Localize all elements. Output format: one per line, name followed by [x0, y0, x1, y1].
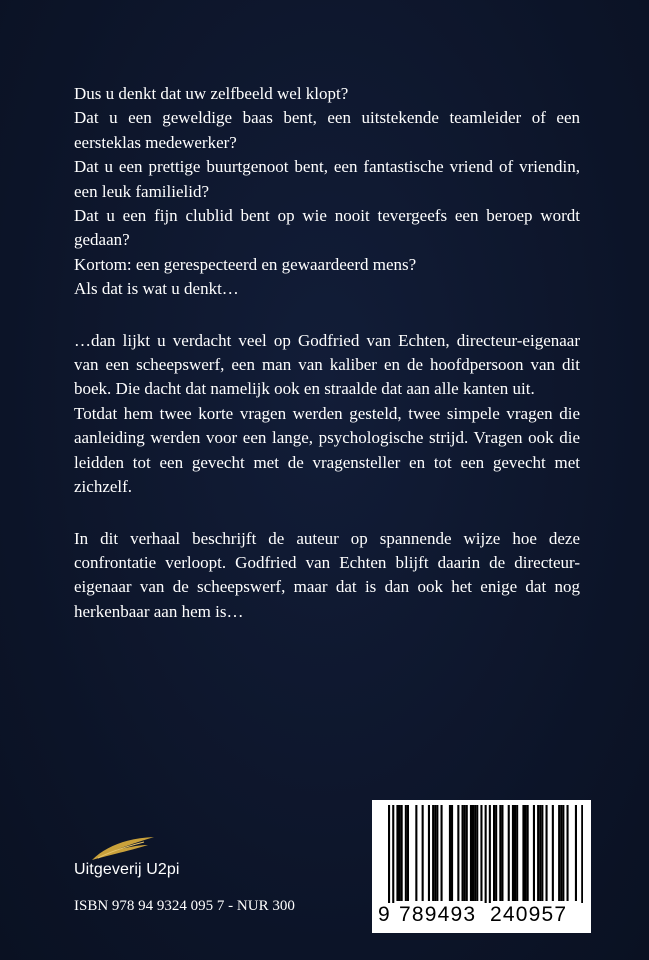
barcode-bar — [476, 805, 478, 901]
barcode-guard-bar — [392, 805, 394, 903]
barcode-bar — [464, 805, 466, 901]
blurb-paragraph-intro — [74, 82, 580, 302]
blurb-line: Dat u een fijn clublid bent op wie nooit tevergeefs een beroep wordt gedaan? — [74, 206, 580, 250]
barcode-bar — [462, 805, 464, 901]
barcode-bar — [516, 805, 518, 901]
blurb-line: Kortom: een gerespecteerd en gewaardeerd mens? — [74, 254, 417, 274]
barcode-bar — [472, 805, 474, 901]
barcode-bar — [422, 805, 424, 901]
barcode-bar — [396, 805, 398, 901]
barcode-guard-bar — [581, 805, 583, 903]
barcode-bar — [512, 805, 514, 901]
barcode-bar — [558, 805, 560, 901]
barcode-bar — [539, 805, 541, 901]
blurb-text-block: In dit verhaal beschrijft de auteur op spannende wijze hoe deze confrontatie verloopt. Godfried van Echten blijft daarin de directeur-eigenaar van de scheepswerf, maar dat is dan ook het enige dat nog herkenbaar aan hem is… — [74, 528, 580, 621]
barcode-guard-bar — [388, 805, 390, 903]
blurb-line: Dus u denkt dat uw zelfbeeld wel klopt? — [74, 84, 349, 103]
barcode-bar — [508, 805, 510, 901]
barcode-bar — [466, 805, 468, 901]
barcode-digit-first: 9 — [378, 903, 391, 926]
barcode-bar — [493, 805, 495, 901]
barcode-bar — [436, 805, 438, 901]
barcode-bar — [449, 805, 451, 901]
barcode-bar — [552, 805, 554, 901]
barcode-bar — [457, 805, 459, 901]
barcode-bar — [470, 805, 472, 901]
barcode-bar — [428, 805, 430, 901]
barcode-bar — [415, 805, 417, 901]
blurb-line: Als dat is wat u denkt… — [74, 279, 239, 299]
barcode-bar — [522, 805, 524, 901]
barcode-bar — [560, 805, 562, 901]
blurb-paragraph-middle — [74, 329, 580, 500]
blurb-text-block: Totdat hem twee korte vragen werden gesteld, twee simpele vragen die aanleiding werden voor een lange, psychologische strijd. Vragen ook die leidden tot een gevecht met de vragensteller en tot een gevecht met zichzelf. — [74, 403, 580, 497]
barcode-bar — [501, 805, 503, 901]
barcode-bar — [514, 805, 516, 901]
barcode-bar — [434, 805, 436, 901]
blurb-text — [74, 82, 580, 651]
barcode-bar — [451, 805, 453, 901]
barcode-bar — [537, 805, 539, 901]
barcode-bars — [380, 805, 583, 903]
barcode-bar — [495, 805, 497, 901]
feather-wing-icon — [88, 836, 156, 862]
publisher-name: Uitgeverij U2pi — [74, 861, 180, 878]
barcode-bar — [405, 805, 407, 901]
publisher-logo — [74, 836, 244, 886]
barcode-bar — [525, 805, 527, 901]
barcode-bar — [499, 805, 501, 901]
barcode-bar — [407, 805, 409, 901]
barcode-bar — [474, 805, 476, 901]
barcode-bar — [480, 805, 482, 901]
blurb-text-block: …dan lijkt u verdacht veel op Godfried van Echten, directeur-eigenaar van een scheepswerf, een man van kaliber en de hoofdpersoon van dit boek. Die dacht dat namelijk ook en straalde dat aan alle kanten uit. — [74, 330, 580, 399]
barcode-bar — [546, 805, 548, 901]
barcode-bar — [575, 805, 577, 901]
barcode-guard-bar — [485, 805, 487, 903]
barcode-bar — [401, 805, 403, 901]
barcode — [372, 800, 591, 933]
blurb-line: Dat u een geweldige baas bent, een uitstekende teamleider of een eersteklas medewerker? — [74, 108, 580, 152]
barcode-digits-left: 789493 — [399, 903, 477, 926]
barcode-guard-bar — [489, 805, 491, 903]
blurb-line: Dat u een prettige buurtgenoot bent, een fantastische vriend of vriendin, een leuk familielid? — [74, 157, 580, 201]
barcode-bar — [432, 805, 434, 901]
barcode-bar — [441, 805, 443, 901]
isbn-text: ISBN 978 94 9324 095 7 - NUR 300 — [74, 898, 295, 914]
barcode-bar — [567, 805, 569, 901]
barcode-bar — [533, 805, 535, 901]
barcode-bar — [562, 805, 564, 901]
blurb-paragraph-closing — [74, 527, 580, 625]
barcode-bar — [541, 805, 543, 901]
barcode-bar — [527, 805, 529, 901]
barcode-digits-right: 240957 — [490, 903, 568, 926]
barcode-bar — [399, 805, 401, 901]
